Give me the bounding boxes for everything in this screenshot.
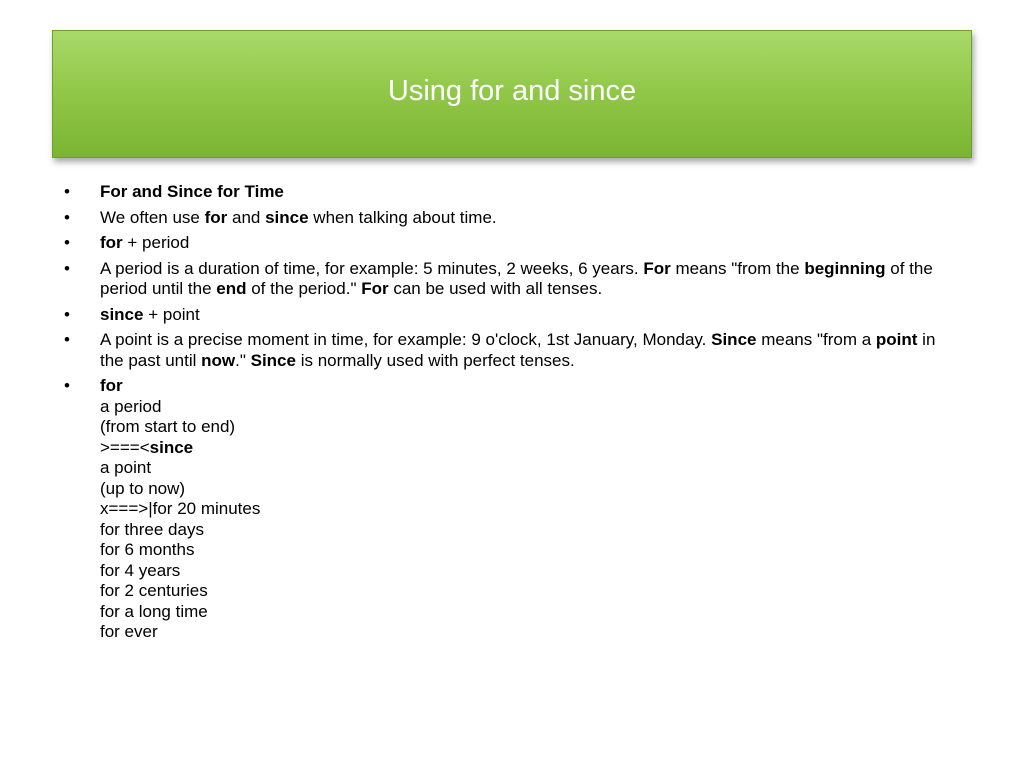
bullet-dot: • — [64, 304, 70, 324]
text-line — [100, 602, 962, 623]
bold-text: end — [216, 279, 247, 298]
bold-text: Since — [250, 350, 296, 370]
text-line — [100, 397, 962, 418]
text-run: for 4 years — [100, 560, 181, 580]
bold-text: for — [100, 376, 123, 395]
text-run: when talking about time. — [308, 207, 497, 227]
bullet-dot: • — [64, 330, 70, 349]
bullet-item — [62, 376, 962, 643]
text-line — [100, 438, 962, 459]
text-line — [100, 540, 962, 561]
text-line — [100, 561, 962, 582]
bullet-text — [100, 330, 962, 371]
bullet-text — [100, 182, 962, 203]
text-run: a point — [100, 458, 152, 477]
bullet-dot: • — [64, 182, 70, 201]
bullet-text — [100, 376, 962, 643]
bold-text: For — [643, 258, 671, 278]
text-run: + period — [122, 233, 190, 252]
text-line — [100, 417, 962, 438]
bullet-item — [62, 330, 962, 371]
text-line — [100, 499, 962, 520]
bullet-dot: • — [64, 233, 70, 252]
text-run: x===>|for 20 minutes — [100, 499, 261, 518]
text-run: for three days — [100, 519, 204, 539]
bold-text: beginning — [804, 258, 886, 278]
text-run: for ever — [100, 622, 158, 641]
text-line — [100, 376, 962, 397]
text-run: for a long time — [100, 601, 208, 621]
bold-text: now — [201, 350, 236, 370]
text-run: + point — [143, 304, 200, 324]
text-run: for 6 months — [100, 540, 195, 559]
bullet-item — [62, 233, 962, 254]
bold-text: since — [149, 437, 194, 457]
bullet-dot: • — [64, 376, 70, 395]
text-run: for 2 centuries — [100, 581, 208, 600]
text-line — [100, 581, 962, 602]
bullet-item — [62, 305, 962, 326]
text-run: in the past until — [100, 330, 936, 370]
text-line — [100, 520, 962, 541]
text-run: of the period." — [246, 279, 362, 298]
text-line — [100, 622, 962, 643]
text-run: A period is a duration of time, for example: 5 minutes, 2 weeks, 6 years. — [100, 258, 644, 278]
bold-text: since — [100, 304, 144, 324]
bold-text: for — [100, 233, 123, 252]
bullet-text — [100, 259, 962, 300]
bullet-list — [62, 182, 962, 648]
text-run: means "from the — [670, 258, 805, 278]
text-run: means "from a — [756, 330, 876, 349]
bullet-item — [62, 208, 962, 229]
bullet-text — [100, 305, 962, 326]
bold-text: For — [361, 279, 389, 298]
text-run: of the period until the — [100, 258, 933, 298]
bullet-text — [100, 233, 962, 254]
bold-text: For and Since for Time — [100, 182, 284, 201]
text-run: ." — [235, 350, 251, 370]
bold-text: for — [204, 207, 228, 227]
slide-title: Using for and since — [387, 74, 637, 107]
bullet-item — [62, 259, 962, 300]
text-run: can be used with all tenses. — [388, 279, 603, 298]
text-run: a period — [100, 396, 162, 416]
text-run: (up to now) — [100, 478, 186, 498]
bullet-text — [100, 208, 962, 229]
bold-text: point — [875, 330, 918, 349]
text-line — [100, 479, 962, 500]
text-run: and — [227, 207, 266, 227]
slide-title-bar — [52, 30, 972, 158]
bullet-dot: • — [64, 207, 70, 227]
bold-text: since — [265, 207, 309, 227]
text-run: is normally used with perfect tenses. — [295, 350, 575, 370]
bold-text: Since — [711, 330, 757, 349]
text-run: A point is a precise moment in time, for example: 9 o'clock, 1st January, Monday. — [100, 330, 712, 349]
text-run: (from start to end) — [100, 417, 236, 436]
bullet-item — [62, 182, 962, 203]
text-run: We often use — [100, 207, 205, 227]
bullet-dot: • — [64, 258, 70, 278]
text-run: >===< — [100, 437, 150, 457]
text-line — [100, 458, 962, 479]
